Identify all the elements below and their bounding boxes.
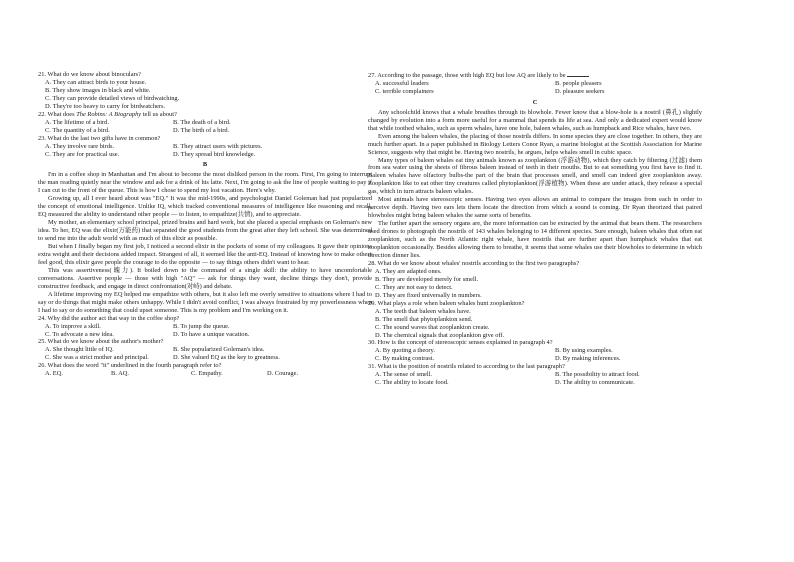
section-heading-c: C bbox=[532, 98, 538, 106]
passage-c bbox=[368, 109, 702, 260]
option-b: B. The smell that phytoplankton send. bbox=[375, 315, 473, 323]
passage-paragraph: Many types of baleen whales eat tiny animals known as zooplankton (浮游动物), which they catch by filtering (过滤) them from sea water using the sheets of fibrous baleen instead of teeth in their mouths. But to eat something you first have to find it. Baleen whales have olfactory bulbs-the part of the brain that processes smell, and smell can indeed give zooplankton away. Zooplankton like to eat other tiny creatures called phytoplankton(浮游植物). When these are under attack, they release a special gas, which in turn attracts baleen whales. bbox=[368, 156, 702, 196]
question-stem bbox=[368, 71, 702, 80]
question-30 bbox=[368, 339, 702, 363]
passage-paragraph: Most animals have stereoscopic senses. Having two eyes allows an animal to compare the images from each in order to perceive depth. Having two ears lets them locate the direction from which a sound is coming. Dr Ryan theorized that paired blowholes might bring baleen whales the same sorts of benefits. bbox=[368, 196, 702, 220]
option-c: C. By making contrast. bbox=[375, 355, 435, 363]
right-column bbox=[368, 71, 702, 387]
option-c: C. She was a strict mother and principal. bbox=[45, 354, 149, 362]
passage-paragraph: A lifetime improving my EQ helped me empathize with others, but it also left me overly sensitive to situations where I had to say or do things that might make others unhappy. While I didn't avoid conflict, I was always frustrated by my powerlessness when I had to say or do something that could upset someone. This is my problem and I'm working on it. bbox=[38, 290, 372, 314]
option-b: B. The death of a bird. bbox=[173, 118, 231, 126]
option-d: D. The birth of a bird. bbox=[173, 126, 230, 134]
answer-blank bbox=[567, 71, 589, 77]
passage-paragraph: I'm in a coffee shop in Manhattan and I'm about to become the most disliked person in the room. First, I'm going to interrupt the man reading quietly near the window and ask for a drink of his latte. Next, I'm going to ask the line of people waiting to pay if I can cut to the front of the queue. This is how I chose to spend my lost vacation. Here's why. bbox=[38, 171, 372, 195]
option-b: B. She popularized Goleman's idea. bbox=[173, 346, 265, 354]
option-a: A. She thought little of IQ. bbox=[45, 346, 114, 354]
option-c: C. Empathy. bbox=[191, 370, 223, 378]
option-d: D. Courage. bbox=[267, 370, 299, 378]
question-stem: 21. What do we know about binoculars? bbox=[38, 71, 141, 78]
passage-b bbox=[38, 171, 372, 314]
option-a: A. The teeth that baleen whales have. bbox=[375, 307, 471, 315]
question-stem: 29. What plays a role when baleen whales hunt zooplankton? bbox=[368, 299, 525, 307]
option-b: B. AQ. bbox=[111, 370, 129, 378]
option-b: B. They are developed merely for smell. bbox=[375, 275, 479, 283]
question-stem: 23. What do the last two gifts have in common? bbox=[38, 134, 161, 142]
question-stem: 25. What do we know about the author's mother? bbox=[38, 338, 164, 346]
passage-paragraph: My mother, an elementary school principal, prized brains and hard work, but she placed a special emphasis on Goleman's new idea. To her, EQ was the elixir(万能药) that separated the good students from the great after they left school. She was determined to send me into the adult world with as much of this elixir as possible. bbox=[38, 219, 372, 243]
question-stem: 26. What does the word "it" underlined in the fourth paragraph refer to? bbox=[38, 362, 222, 370]
option-b: B. people pleasers bbox=[555, 79, 602, 87]
passage-paragraph: But when I finally began my first job, I noticed a second elixir in the pockets of some of my colleagues. It gave their opinions extra weight and their decisions added impact. Strangest of all, it seemed like the anti-EQ. Instead of knowing how to make others feel good, this elixir gave people the courage to do the opposite — to say things others didn't want to hear. bbox=[38, 243, 372, 266]
option-a: A. By quoting a theory. bbox=[375, 347, 435, 355]
question-27 bbox=[368, 71, 702, 96]
option-d: D. The chemical signals that zooplankton give off. bbox=[375, 331, 505, 339]
option-a: A. successful leaders bbox=[375, 79, 429, 87]
option-d: D. To have a unique vacation. bbox=[173, 330, 250, 338]
stem-text: 27. According to the passage, those with high EQ but low AQ are likely to be bbox=[368, 72, 566, 79]
passage-paragraph: Even among the baleen whales, the placing of those nostrils differs. In some species they are close together. In others, they are much further apart. In a paper published in Biology Letters Conor Ryan, a marine biologist at the Scottish Association for Marine Science, suggests why that might be. Having two nostrils, he argues, helps whales smell in cubic space. bbox=[368, 132, 702, 156]
question-28 bbox=[368, 260, 702, 300]
option-c: C. They are for practical use. bbox=[45, 150, 120, 158]
stem-text: tell us about? bbox=[141, 110, 177, 118]
option-a: A. They are adapted ones. bbox=[375, 267, 442, 275]
option-a: A. The lifetime of a bird. bbox=[45, 118, 109, 126]
option-c: C. To advocate a new idea. bbox=[45, 330, 114, 338]
option-d: D. The ability to communicate. bbox=[555, 379, 635, 387]
stem-text: 22. What does bbox=[38, 110, 77, 118]
question-25 bbox=[38, 338, 372, 362]
option-c: C. terrible complainers bbox=[375, 87, 434, 95]
option-d: D. pleasure seekers bbox=[555, 87, 605, 95]
option-d: D. By making inferences. bbox=[555, 355, 621, 363]
left-column bbox=[38, 71, 372, 378]
option-c: C. The ability to locate food. bbox=[375, 379, 449, 387]
option-b: B. By using examples. bbox=[555, 347, 613, 355]
question-stem: 30. How is the concept of stereoscopic senses explained in paragraph 4? bbox=[368, 339, 553, 347]
option-b: B. To jump the queue. bbox=[173, 322, 230, 330]
question-21 bbox=[38, 71, 372, 111]
option-c: C. The quantity of a bird. bbox=[45, 126, 110, 134]
passage-paragraph: This was assertiveness(魄力). It boiled down to the command of a single skill: the ability to have uncomfortable conversations. Assertive people — those with high "AQ" — ask for things they want, decline things they don't, provide constructive feedback, and engage in direct confrontation(对峙) and debate. bbox=[38, 266, 372, 290]
question-26 bbox=[38, 362, 372, 378]
option-d: D. They're too heavy to carry for birdwatchers. bbox=[45, 102, 166, 110]
question-stem: 31. What is the position of nostrils related to according to the last paragraph? bbox=[368, 363, 565, 371]
option-a: A. They involve rare birds. bbox=[45, 142, 115, 150]
question-22 bbox=[38, 111, 372, 135]
option-a: A. They can attract birds to your house. bbox=[45, 78, 147, 86]
book-title: The Robins: A Biography bbox=[76, 110, 142, 118]
option-a: A. EQ. bbox=[45, 370, 63, 378]
option-c: C. They can provide detailed views of birdwatching. bbox=[45, 94, 180, 102]
option-c: C. The sound waves that zooplankton create. bbox=[375, 323, 490, 331]
question-stem: 24. Why did the author act that way in the coffee shop? bbox=[38, 314, 180, 322]
section-heading-b: B bbox=[202, 161, 208, 169]
option-c: C. They are not easy to detect. bbox=[375, 283, 453, 291]
question-stem: 28. What do we know about whales' nostrils according to the first two paragraphs? bbox=[368, 259, 580, 267]
question-31 bbox=[368, 363, 702, 387]
option-d: D. She valued EQ as the key to greatness. bbox=[173, 354, 280, 362]
passage-paragraph: Growing up, all I ever heard about was "EQ." It was the mid-1990s, and psychologist Daniel Goleman had just popularized the concept of emotional intelligence. Unlike IQ, which tracked conventional measures of intelligence like reasoning and recall, EQ measured the ability to understand other people — to listen, to empathize(共情), and to appreciate. bbox=[38, 195, 372, 219]
option-b: B. They attract users with pictures. bbox=[173, 142, 263, 150]
passage-paragraph: Any schoolchild knows that a whale breathes through its blowhole. Fewer know that a blow-hole is a nostril (鼻孔) slightly changed by evolution into a form more useful for a mammal that spends its life at sea. And only a dedicated expert would know that while toothed whales, such as sperm whales, have one hole, baleen whales, such as humpback and Rice whales, have two. bbox=[368, 108, 702, 132]
option-d: D. They are fixed universally in numbers. bbox=[375, 291, 482, 299]
question-stem bbox=[38, 111, 372, 119]
option-b: B. The possibility to attract food. bbox=[555, 371, 640, 379]
question-23 bbox=[38, 135, 372, 159]
question-24 bbox=[38, 315, 372, 339]
option-b: B. They show images in black and white. bbox=[45, 86, 151, 94]
option-a: A. To improve a skill. bbox=[45, 322, 101, 330]
option-a: A. The sense of smell. bbox=[375, 371, 433, 379]
option-d: D. They spread bird knowledge. bbox=[173, 150, 256, 158]
passage-paragraph: The further apart the sensory organs are, the more information can be extracted by the animal that bears them. The researchers used drones to photograph the nostrils of 143 whales belonging to 14 different species. Sure enough, baleen whales that often eat zooplankton, such as the North Atlantic right whale, have nostrils that are further apart than humpback whales that eat zooplankton occasionally. Besides allowing them to breathe, it seems that some whales use their blowholes to determine in which direction dinner lies. bbox=[368, 220, 702, 259]
question-29 bbox=[368, 300, 702, 340]
